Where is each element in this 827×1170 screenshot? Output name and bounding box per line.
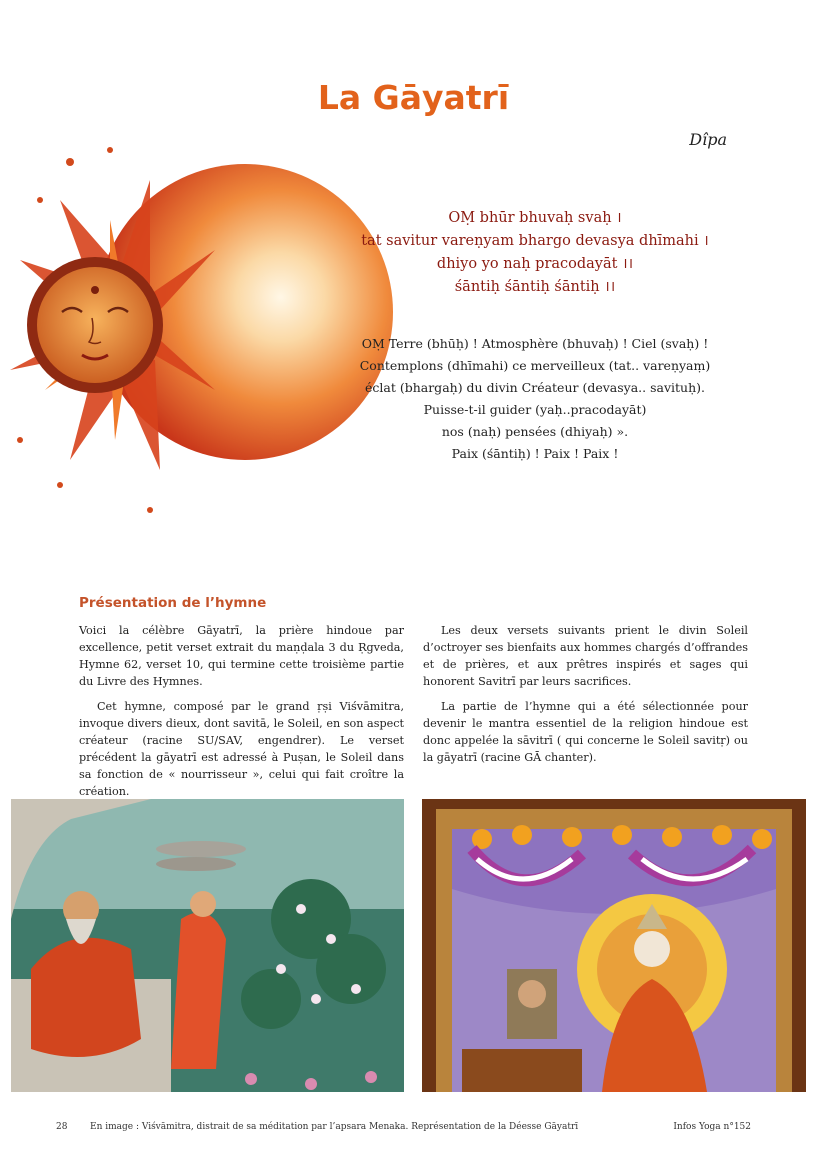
translation-line: OṂ Terre (bhūḥ) ! Atmosphère (bhuvaḥ) ! Ciel (svaḥ) !	[361, 336, 709, 351]
translation	[340, 333, 730, 465]
translation-line: éclat (bhargaḥ) du divin Créateur (devasya.. savituḥ).	[364, 380, 705, 395]
text-column-left	[79, 622, 404, 808]
journal-name: Infos Yoga n°152	[673, 1122, 751, 1132]
painting-visvamitra-menaka	[11, 799, 404, 1092]
image-caption: En image : Viśvāmitra, distrait de sa méditation par l’apsara Menaka. Représentation de la Déesse Gāyatrī	[90, 1122, 579, 1132]
mantra-line: dhiyo yo naḥ pracodayāt ।।	[436, 256, 634, 272]
paragraph: La partie de l’hymne qui a été sélectionnée pour devenir le mantra essentiel de la religion hindoue est donc appelée la sāvitrī ( qui concerne le Soleil savitṛ) ou la gāyatrī (racine GĀ chanter).	[423, 700, 748, 764]
mantra-line: OṂ bhūr bhuvaḥ svaḥ ।	[448, 210, 622, 226]
translation-line: Contemplons (dhīmahi) ce merveilleux (tat.. vareṇyaṃ)	[359, 358, 711, 373]
translation-line: Puisse-t-il guider (yaḥ..pracodayāt)	[423, 402, 647, 417]
paragraph: Voici la célèbre Gāyatrī, la prière hindoue par excellence, petit verset extrait du maṇḍala 3 du Ṛgveda, Hymne 62, verset 10, qui termine cette troisième partie du Livre des Hymnes.	[79, 624, 404, 688]
mantra-verse	[340, 207, 730, 299]
author: Dîpa	[689, 130, 727, 149]
translation-line: Paix (śāntiḥ) ! Paix ! Paix !	[451, 446, 619, 461]
mantra-line: tat savitur vareṇyam bhargo devasya dhīmahi ।	[361, 233, 709, 249]
page-title: La Gāyatrī	[317, 78, 510, 117]
photo-goddess-gayatri	[422, 799, 806, 1092]
paragraph: Les deux versets suivants prient le divin Soleil d’octroyer ses bienfaits aux hommes chargés d’offrandes et de prières, et aux prêtres inspirés et sages qui honorent Savitrī par leurs sacrifices.	[423, 624, 748, 688]
page-number: 28	[56, 1122, 68, 1132]
translation-line: nos (naḥ) pensées (dhiyaḥ) ».	[441, 424, 629, 439]
paragraph: Cet hymne, composé par le grand ṛṣi Viśvāmitra, invoque divers dieux, dont savitā, le Soleil, en son aspect créateur (racine SU/SAV, engendrer). Le verset précédent la gāyatrī est adressé à Puṣan, le Soleil dans sa fonction de « nourrisseur », celui qui fait croître la création.	[79, 700, 404, 798]
mantra-line: śāntiḥ śāntiḥ śāntiḥ ।।	[454, 279, 616, 295]
section-heading: Présentation de l’hymne	[79, 595, 267, 611]
text-column-right	[423, 622, 748, 774]
